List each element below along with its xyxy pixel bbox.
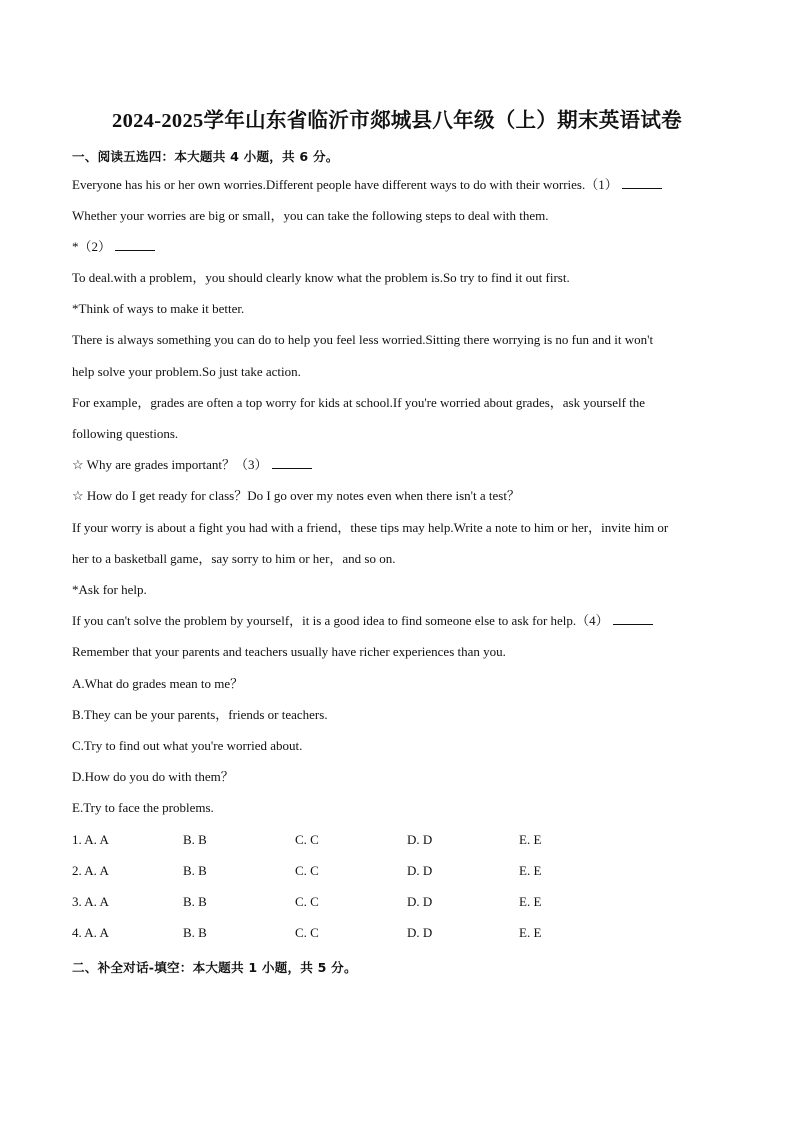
option-e[interactable]: E. E	[519, 832, 542, 847]
choice-b: B.They can be your parents，friends or teachers.	[72, 707, 328, 722]
answer-blank	[272, 457, 312, 469]
answer-blank	[613, 613, 653, 625]
passage-line: If you can't solve the problem by yourself，it is a good idea to find someone else to ask for help.（4）	[72, 613, 653, 629]
passage-line: help solve your problem.So just take action.	[72, 364, 301, 379]
option-a[interactable]: 4. A. A	[72, 925, 109, 940]
answer-blank	[622, 177, 662, 189]
page-title: 2024-2025学年山东省临沂市郯城县八年级（上）期末英语试卷	[112, 110, 682, 132]
passage-line: *Ask for help.	[72, 582, 147, 597]
choice-d: D.How do you do with them？	[72, 769, 234, 784]
answer-blank	[115, 239, 155, 251]
passage-line: To deal.with a problem，you should clearly know what the problem is.So try to find it out first.	[72, 270, 570, 285]
option-a[interactable]: 3. A. A	[72, 894, 109, 909]
passage-line: following questions.	[72, 426, 179, 441]
passage-line: Whether your worries are big or small，you can take the following steps to deal with them.	[72, 208, 549, 223]
option-e[interactable]: E. E	[519, 894, 542, 909]
option-b[interactable]: B. B	[183, 863, 207, 878]
option-c[interactable]: C. C	[295, 925, 319, 940]
passage-line: For example，grades are often a top worry for kids at school.If you're worried about grades，ask yourself the	[72, 395, 646, 410]
passage-line: Remember that your parents and teachers usually have richer experiences than you.	[72, 644, 506, 659]
choice-e: E.Try to face the problems.	[72, 800, 214, 815]
passage-line: If your worry is about a fight you had with a friend，these tips may help.Write a note to him or her，invite him or	[72, 520, 669, 535]
passage-line: her to a basketball game，say sorry to him or her，and so on.	[72, 551, 396, 566]
choice-a: A.What do grades mean to me？	[72, 676, 244, 691]
option-d[interactable]: D. D	[407, 863, 433, 878]
choice-c: C.Try to find out what you're worried about.	[72, 738, 303, 753]
passage-line: There is always something you can do to help you feel less worried.Sitting there worrying is no fun and it won't	[72, 332, 654, 347]
passage-line: Everyone has his or her own worries.Different people have different ways to do with their worries.（1）	[72, 177, 662, 193]
option-c[interactable]: C. C	[295, 894, 319, 909]
passage-line: *Think of ways to make it better.	[72, 301, 245, 316]
option-e[interactable]: E. E	[519, 925, 542, 940]
option-a[interactable]: 2. A. A	[72, 863, 109, 878]
option-d[interactable]: D. D	[407, 925, 433, 940]
option-b[interactable]: B. B	[183, 925, 207, 940]
section-heading-dialogue: 二、补全对话-填空：本大题共 1 小题，共 5 分。	[72, 960, 357, 975]
passage-line: ☆ How do I get ready for class？Do I go over my notes even when there isn't a test？	[72, 488, 520, 503]
option-d[interactable]: D. D	[407, 832, 433, 847]
option-c[interactable]: C. C	[295, 832, 319, 847]
passage-line: *（2）	[72, 239, 155, 255]
option-e[interactable]: E. E	[519, 863, 542, 878]
option-b[interactable]: B. B	[183, 894, 207, 909]
option-b[interactable]: B. B	[183, 832, 207, 847]
option-a[interactable]: 1. A. A	[72, 832, 109, 847]
option-d[interactable]: D. D	[407, 894, 433, 909]
section-heading-reading: 一、阅读五选四：本大题共 4 小题，共 6 分。	[72, 149, 339, 164]
passage-line: ☆ Why are grades important？（3）	[72, 457, 312, 473]
option-c[interactable]: C. C	[295, 863, 319, 878]
